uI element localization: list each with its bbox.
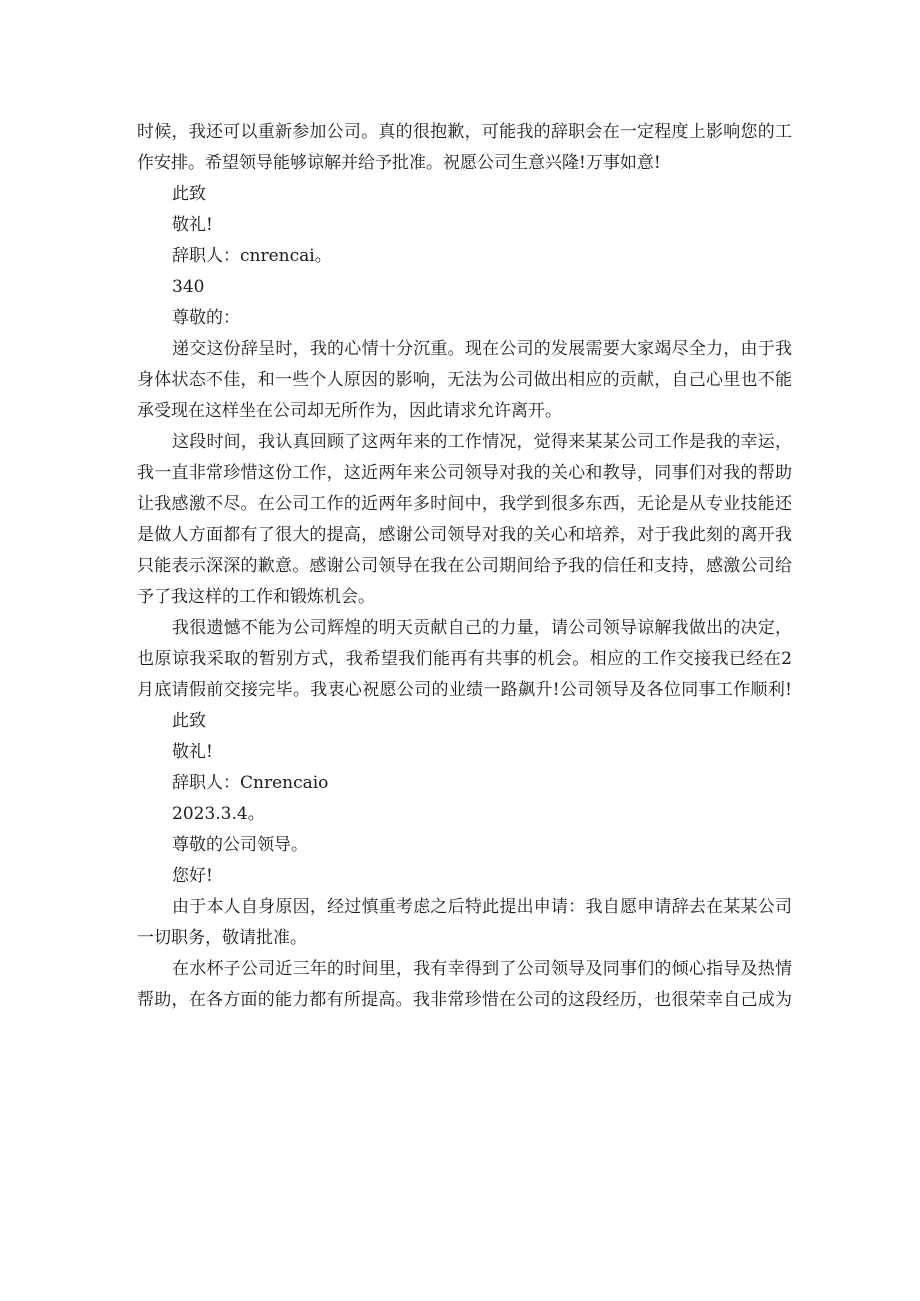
text-line: 在水杯子公司近三年的时间里，我有幸得到了公司领导及同事们的倾心指导及热情 xyxy=(172,959,792,979)
text-line: 递交这份辞呈时，我的心情十分沉重。现在公司的发展需要大家竭尽全力，由于我 xyxy=(172,339,792,359)
text-line: 敬礼! xyxy=(172,742,213,762)
text-line: 让我感激不尽。在公司工作的近两年多时间中，我学到很多东西，无论是从专业技能还 xyxy=(137,494,792,514)
text-line: 一切职务，敬请批准。 xyxy=(137,928,307,948)
text-line: 此致 xyxy=(172,711,206,731)
text-line: 这段时间，我认真回顾了这两年来的工作情况，觉得来某某公司工作是我的幸运， xyxy=(172,432,792,452)
text-line: 我一直非常珍惜这份工作，这近两年来公司领导对我的关心和教导，同事们对我的帮助 xyxy=(137,463,792,483)
text-line: 2023.3.4。 xyxy=(172,804,265,824)
text-line: 您好! xyxy=(172,866,213,886)
text-line: 此致 xyxy=(172,184,206,204)
document-body xyxy=(137,117,792,1016)
text-line: 时候，我还可以重新参加公司。真的很抱歉，可能我的辞职会在一定程度上影响您的工 xyxy=(137,122,792,142)
text-line: 只能表示深深的歉意。感谢公司领导在我在公司期间给予我的信任和支持，感激公司给 xyxy=(137,556,792,576)
text-line: 我很遗憾不能为公司辉煌的明天贡献自己的力量，请公司领导谅解我做出的决定， xyxy=(172,618,792,638)
text-line: 月底请假前交接完毕。我衷心祝愿公司的业绩一路飙升!公司领导及各位同事工作顺利! xyxy=(137,680,792,700)
text-line: 作安排。希望领导能够谅解并给予批准。祝愿公司生意兴隆!万事如意! xyxy=(137,153,661,173)
text-line: 340 xyxy=(172,277,205,297)
text-line: 帮助，在各方面的能力都有所提高。我非常珍惜在公司的这段经历，也很荣幸自己成为 xyxy=(137,990,792,1010)
text-line: 尊敬的： xyxy=(172,308,240,328)
text-line: 是做人方面都有了很大的提高，感谢公司领导对我的关心和培养，对于我此刻的离开我 xyxy=(137,525,792,545)
text-line: 敬礼! xyxy=(172,215,213,235)
text-line: 也原谅我采取的暂别方式，我希望我们能再有共事的机会。相应的工作交接我已经在2 xyxy=(137,649,792,669)
text-line: 由于本人自身原因，经过慎重考虑之后特此提出申请：我自愿申请辞去在某某公司 xyxy=(172,897,792,917)
text-line: 承受现在这样坐在公司却无所作为，因此请求允许离开。 xyxy=(137,401,562,421)
text-line: 尊敬的公司领导。 xyxy=(172,835,308,855)
text-line: 身体状态不佳，和一些个人原因的影响，无法为公司做出相应的贡献，自己心里也不能 xyxy=(137,370,792,390)
text-line: 辞职人：cnrencai。 xyxy=(172,246,332,266)
text-line: 予了我这样的工作和锻炼机会。 xyxy=(137,587,375,607)
text-line: 辞职人：Cnrencaio xyxy=(172,773,329,793)
